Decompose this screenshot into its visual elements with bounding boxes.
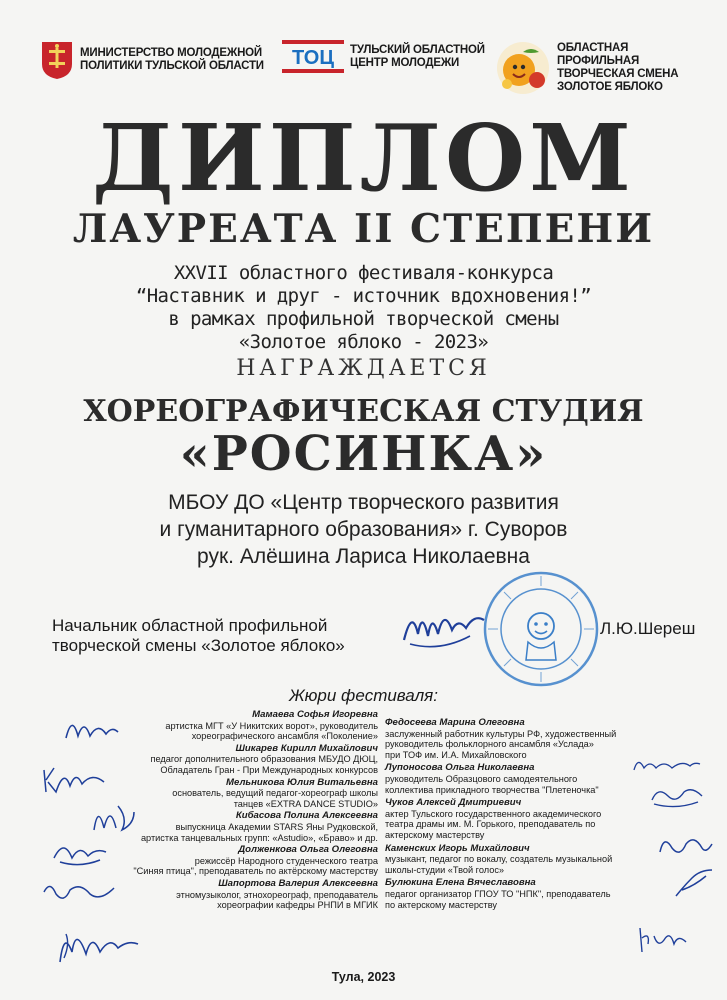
golden-apple-name: ОБЛАСТНАЯ ПРОФИЛЬНАЯ ТВОРЧЕСКАЯ СМЕНА ЗОЛОТОЕ ЯБЛОКО [557,42,679,93]
signature-icon [654,828,714,862]
diploma-title: ДИПЛОМ [92,104,635,212]
jury-member: Булюкина Елена Вячеславовна педагог организатор ГПОУ ТО "НПК", преподаватель по актерскому мастерству [385,877,611,910]
signature-icon [52,922,142,968]
jury-member: Шикарев Кирилл Михайлович педагог дополнительного образования МБУДО ДЮЦ, Обладатель Гран - При Международных конкурсов [150,742,378,775]
chief-signature-icon [400,600,490,656]
signature-icon [630,752,702,776]
signature-icon [672,866,716,900]
footer-place-year: Тула, 2023 [331,970,396,984]
jury-member: Федосеева Марина Олеговна заслуженный работник культуры РФ, художественный руководитель фольклорного ансамбля «Услада» при ТОФ им. И.А. Михайловского [385,717,617,760]
signature-icon [88,800,138,834]
jury-right-column [385,718,655,913]
studio-type: ХОРЕОГРАФИЧЕСКАЯ СТУДИЯ [83,394,644,429]
signature-icon [50,838,110,868]
golden-apple-block [495,40,697,96]
jury-member: Лупоносова Ольга Николаевна руководитель Образцового самодеятельного коллектива прикладного творчества "Плетеночка" [385,762,599,795]
jury-member: Долженкова Ольга Олеговна режиссёр Народного студенческого театра "Синяя птица", преподаватель по актёрскому мастерству [133,844,378,877]
chief-name: Л.Ю.Шереш [600,619,696,638]
svg-text:ТОЦ: ТОЦ [292,47,334,69]
signature-icon [40,878,120,908]
jury-member: Шапортова Валерия Алексеевна этномузыколог, этнохореограф, преподаватель хореографии кафедры РНПИ в МГИК [176,877,378,911]
youth-center-block [282,40,485,74]
signature-icon [40,760,110,796]
youth-center-name: ТУЛЬСКИЙ ОБЛАСТНОЙ ЦЕНТР МОЛОДЕЖИ [350,44,485,69]
jury-member: Кибасова Полина Алексеевна выпускница Академии STARS Яны Рудковской, артистка танцевальных групп: «Astudio», «Браво» и др. [140,810,378,843]
jury-member: Чуков Алексей Дмитриевич актер Тульского государственного академического театра драмы им. М. Горького, преподаватель по актерскому мастерству [385,797,602,840]
awarded-label: НАГРАЖДАЕТСЯ [236,356,491,381]
signature-icon [646,782,706,810]
golden-apple-logo-icon [495,40,551,96]
signature-icon [634,918,694,958]
chief-title: Начальник областной профильной творческой смены «Золотое яблоко» [52,616,345,655]
jury-left-column [100,710,378,913]
toc-logo-icon [282,40,344,74]
header [40,40,697,100]
festival-description: XXVII областного фестиваля-конкурса “Наставник и друг - источник вдохновения!” в рамках профильной творческой смены «Золотое яблоко - 2023» [135,262,592,353]
tula-coat-of-arms-icon [40,40,74,80]
studio-name: «РОСИНКА» [179,426,548,482]
stamp-icon [482,570,600,688]
jury-member: Каменских Игорь Михайлович музыкант, педагог по вокалу, создатель музыкальной школы-студии «Твой голос» [385,842,613,875]
ministry-block [40,40,264,80]
organization-info: МБОУ ДО «Центр творческого развития и гуманитарного образования» г. Суворов рук. Алёшина Лариса Николаевна [159,491,568,568]
ministry-name: МИНИСТЕРСТВО МОЛОДЕЖНОЙ ПОЛИТИКИ ТУЛЬСКОЙ ОБЛАСТИ [80,47,264,72]
jury-member: Мельникова Юлия Витальевна основатель, ведущий педагог-хореограф школы танцев «EXTRA DANCE STUDIO» [172,776,378,809]
diploma-degree: ЛАУРЕАТА II СТЕПЕНИ [72,206,655,252]
signature-icon [62,712,122,748]
jury-title: Жюри фестиваля: [289,686,438,705]
jury-member: Мамаева Софья Игоревна артистка МГТ «У Никитских ворот», руководитель хореографического ансамбля «Поколение» [165,709,378,742]
